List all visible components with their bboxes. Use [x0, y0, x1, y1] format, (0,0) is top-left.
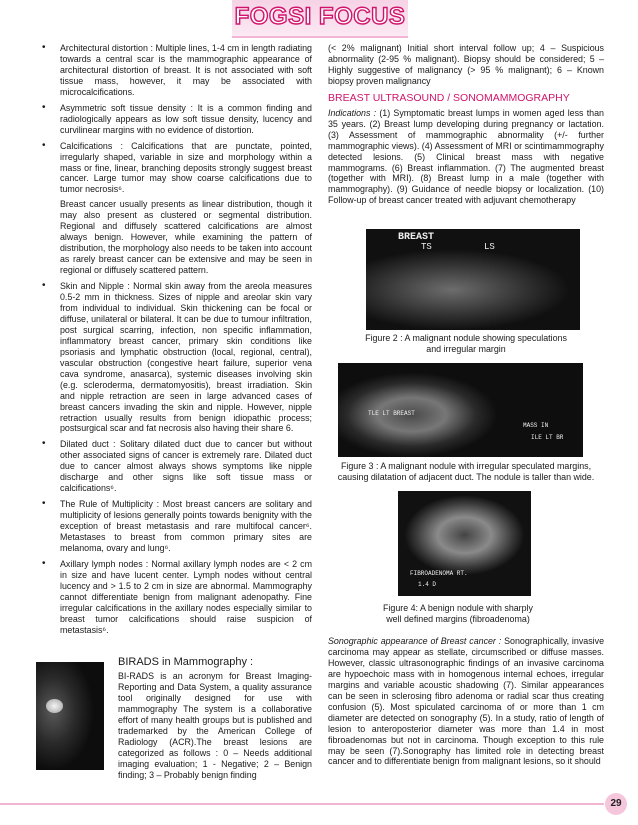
bullet-text: Axillary lymph nodes : Normal axillary lymph nodes are < 2 cm in size and have lucent center. Lymph nodes without central lucency and > 1.5 to 2 cm in size are abnormal. Mammography cannot differentiate benign from malignant adenopathy. Fine irregular calcifications in the axillary nodes especially similar to breast tumor calcifications should raise suspicion of metastasis⁶.: [60, 558, 312, 635]
footer-rule: [0, 803, 604, 805]
list-item: [36, 141, 312, 276]
list-item: [36, 43, 312, 98]
bullet-list: [36, 43, 312, 636]
ultrasound-figure-3: [338, 363, 583, 457]
us-label: 1.4 D: [418, 581, 437, 588]
page-header: [0, 0, 638, 38]
bullet-text: Skin and Nipple : Normal skin away from the areola measures 0.5-2 mm in thickness. Sizes of nipple and areolar skin vary from individual to individual. Skin thickening can be focal or diffuse, unilateral or bilateral. It can be due to tumour infiltration, post surgical scarring, infection, non specific inflammation, inflammatory breast cancer, primary skin conditions like psoriasis and lymphatic obstruction (local, regional, central), vascular obstruction (congestive heart failure, superior vena cava syndrome, anasarca), systemic diseases involving skin (e.g. scleroderma, dermatomyositis), breast irradiation. Skin and nipple retraction are seen in large advanced cases of breast cancers invading the skin and nipple. However, nipple retraction usually results from benign idiopathic process; postsurgical scar and fat necrosis also having their share 6.: [60, 281, 312, 434]
indications-text: (1) Symptomatic breast lumps in women aged less than 35 years. (2) Breast lump developing during pregnancy or lactation. (3) Assessment of mammographic abnormality (+/- further mammographic views). (4) Assessment of MRI or scintimammography detected lesions. (5) Clinical breast mass with negative mammograms. (6) Breast inflammation. (7) The augmented breast (together with MRI). (8) Breast lump in a male (together with mammography). (9) Guidance of needle biopsy or localization. (10) Follow-up of breast cancer treated with adjuvant chemotherapy: [328, 107, 604, 206]
bullet-text: Calcifications : Calcifications that are punctate, pointed, irregularly shaped, variable in size and morphology within a mass or fine, linear, branching deposits strongly suggest breast cancer. Large tumor may show coarse calcifications due to tumor necrosis⁶.: [60, 140, 312, 195]
bullet-paragraph: Breast cancer usually presents as linear distribution, though it may also present as clustered or segmental distribution. Regional and diffusely scattered calcifications are almost always benign. However, while examining the pattern of distribution, the morphology also needs to be taken into account as rarely breast cancer can be extensive and may be seen in regional or diffusely scattered pattern.: [60, 199, 312, 276]
page-number: 29: [605, 793, 627, 815]
ultrasound-figure-4: [398, 491, 531, 596]
list-item: [36, 281, 312, 434]
bullet-text: The Rule of Multiplicity : Most breast cancers are solitary and multiplicity of lesions generally points towards benignity with the exception of breast metastasis and rare multifocal cancer⁶. Metastases to breast from common primary sites are melanoma, ovary and lung⁶.: [60, 499, 312, 553]
birads-text: BI-RADS is an acronym for Breast Imaging-Reporting and Data System, a quality assurance tool originally designed for use with mammography The system is a collaborative effort of many health groups but is published and trademarked by the American College of Radiology (ACR).The breast lesions are categorized as follows : 0 – Needs additional imaging evaluation; 1 - Negative; 2 – Benign finding; 3 – Probably benign finding: [118, 670, 312, 780]
right-column: [328, 43, 604, 206]
sonographic-paragraph: [328, 636, 604, 767]
left-column: [36, 43, 312, 641]
list-item: [36, 439, 312, 494]
birads-section: [36, 656, 312, 780]
us-label: MASS IN: [523, 422, 549, 429]
caption-line: causing dilatation of adjacent duct. The nodule is taller than wide.: [337, 472, 595, 482]
ultrasound-figure-2: [366, 229, 580, 330]
section-heading: BREAST ULTRASOUND / SONOMAMMOGRAPHY: [328, 91, 570, 104]
bullet-text: Architectural distortion : Multiple lines, 1-4 cm in length radiating towards a central scar is the mammographic appearance of architectural distortion of breast. It is not associated with soft tissue mass, however, it may be associated with microcalcifications.: [60, 43, 312, 97]
birads-text-block: [118, 657, 312, 780]
journal-title: FOGSI FOCUS: [234, 3, 406, 30]
figure-3-caption: [328, 461, 604, 483]
mammogram-image: [36, 662, 104, 770]
birads-heading: BIRADS in Mammography :: [118, 656, 254, 668]
figure-2-caption: [328, 333, 604, 355]
caption-line: and irregular margin: [426, 344, 506, 354]
list-item: [36, 103, 312, 136]
us-label: TLE LT BREAST: [368, 410, 415, 417]
bullet-text: Dilated duct : Solitary dilated duct due to cancer but without other associated signs of cancer is extremely rare. Dilated duct due to cancer almost always shows symptoms like nipple discharge and other signs like soft tissue mass or calcifications⁶.: [60, 439, 312, 494]
sonographic-label: Sonographic appearance of Breast cancer :: [328, 636, 502, 646]
caption-line: Figure 2 : A malignant nodule showing speculations: [365, 333, 567, 343]
figure-4-caption: [348, 603, 568, 625]
sonographic-text: Sonographically, invasive carcinoma may appear as stellate, circumscribed or diffuse masses. However, classic ultrasonographic findings of an invasive carcinoma are hypoechoic mass with in homogenous internal echoes, irregular margins and variable acoustic shadowing (7). Similar appearances can be seen in sclerosing fibro adenoma or radial scar thus creating confusion (5). Most spiculated carcinoma of or more than 1 cm diameter are detected on sonography (5). In a study, ratio of length of lesion to anteroposterior diameter was more than 1.4 in most fibroadenomas but not in carcinoma. Though exception to this rule may be seen (7).Sonography has limited role in detecting breast cancer and to differentiate benign from malignant lesions, so it should: [328, 636, 604, 767]
lesion-spot: [46, 699, 63, 713]
list-item: [36, 559, 312, 636]
us-label: FIBROADENOMA RT.: [410, 570, 468, 577]
caption-line: well defined margins (fibroadenoma): [386, 614, 530, 624]
caption-line: Figure 4: A benign nodule with sharply: [383, 603, 533, 613]
indications-label: Indications :: [328, 107, 377, 118]
us-label: BREAST: [398, 232, 435, 243]
right-intro: (< 2% malignant) Initial short interval follow up; 4 – Suspicious abnormality (2-95 % malignant). Biopsy should be considered; 5 – Highly suggestive of malignancy (> 95 % malignant); 6 – Known biopsy proven malignancy: [328, 43, 604, 86]
caption-line: Figure 3 : A malignant nodule with irregular speculated margins,: [340, 461, 592, 471]
us-label: LS: [484, 242, 495, 252]
list-item: [36, 499, 312, 554]
bullet-text: Asymmetric soft tissue density : It is a common finding and radiologically appears as low soft tissue density, lucency and curvilinear margins with no evidence of distortion.: [60, 102, 312, 135]
us-label: ILE LT BR: [531, 434, 564, 441]
indications-paragraph: [328, 108, 604, 207]
us-label: TS: [421, 242, 432, 252]
